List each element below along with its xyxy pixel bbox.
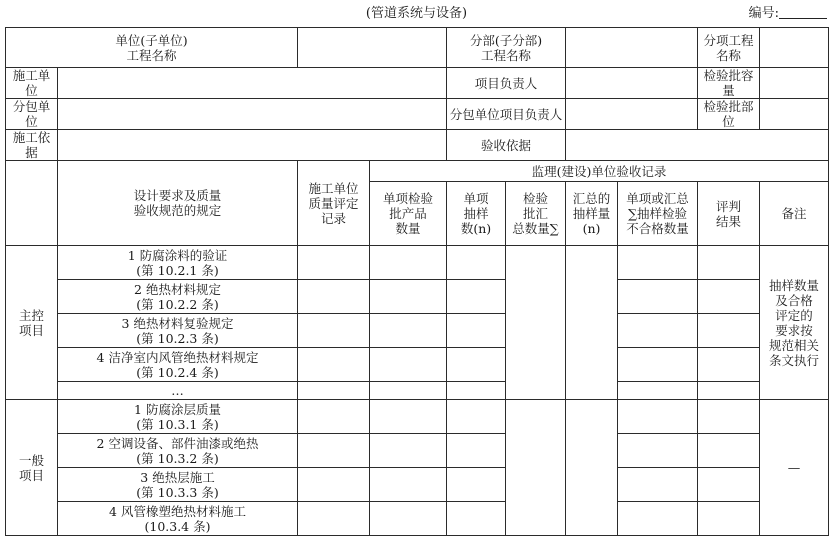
main-item-4-record[interactable] <box>298 348 370 382</box>
construction-unit-label: 施工单位 <box>6 68 58 99</box>
main-item-5-batch-qty[interactable] <box>370 382 447 400</box>
main-item-2-record[interactable] <box>298 280 370 314</box>
general-total-sample-cell[interactable] <box>566 400 618 536</box>
division-project-name-value[interactable] <box>566 28 698 68</box>
form-caption: (管道系统与设备) <box>365 6 468 21</box>
main-item-5-unqualified[interactable] <box>618 382 698 400</box>
general-item-4-judgement[interactable] <box>698 502 760 536</box>
batch-quantity-header: 单项检验 批产品 数量 <box>370 182 447 246</box>
general-row <box>6 434 829 468</box>
main-item-2-batch-qty[interactable] <box>370 280 447 314</box>
main-item-3-sample[interactable] <box>447 314 506 348</box>
subitem-project-name-label: 分项工程 名称 <box>698 28 760 68</box>
general-item-3-judgement[interactable] <box>698 468 760 502</box>
general-item-3-batch-qty[interactable] <box>370 468 447 502</box>
general-item-1-judgement[interactable] <box>698 400 760 434</box>
construction-basis-value[interactable] <box>58 130 447 161</box>
spec-header: 设计要求及质量 验收规范的规定 <box>58 161 298 246</box>
unit-project-name-value[interactable] <box>298 28 447 68</box>
main-item-5-sample[interactable] <box>447 382 506 400</box>
main-item-3-judgement[interactable] <box>698 314 760 348</box>
construction-basis-label: 施工依据 <box>6 130 58 161</box>
general-item-4-batch-qty[interactable] <box>370 502 447 536</box>
general-item-3-unqualified[interactable] <box>618 468 698 502</box>
general-item-1: 1 防腐涂层质量 (第 10.3.1 条) <box>58 400 298 434</box>
general-item-2-judgement[interactable] <box>698 434 760 468</box>
general-item-3: 3 绝热层施工 (第 10.3.3 条) <box>58 468 298 502</box>
sub-project-manager-label: 分包单位项目负责人 <box>447 99 566 130</box>
general-item-4-unqualified[interactable] <box>618 502 698 536</box>
column-header-row-1 <box>6 161 829 182</box>
subitem-project-name-value[interactable] <box>760 28 829 68</box>
sub-project-manager-value[interactable] <box>566 99 698 130</box>
main-item-4-batch-qty[interactable] <box>370 348 447 382</box>
main-batch-total-cell[interactable] <box>506 246 566 400</box>
judgement-header: 评判 结果 <box>698 182 760 246</box>
general-item-2-unqualified[interactable] <box>618 434 698 468</box>
batch-capacity-value[interactable] <box>760 68 829 99</box>
general-item-1-unqualified[interactable] <box>618 400 698 434</box>
general-remark: — <box>760 400 829 536</box>
general-item-1-sample[interactable] <box>447 400 506 434</box>
construction-record-header: 施工单位 质量评定 记录 <box>298 161 370 246</box>
general-item-2: 2 空调设备、部件油漆或绝热 (第 10.3.2 条) <box>58 434 298 468</box>
main-item-3: 3 绝热材料复验规定 (第 10.2.3 条) <box>58 314 298 348</box>
info-row-project <box>6 28 829 68</box>
batch-location-value[interactable] <box>760 99 829 130</box>
batch-capacity-label: 检验批容量 <box>698 68 760 99</box>
main-control-row <box>6 348 829 382</box>
main-total-sample-cell[interactable] <box>566 246 618 400</box>
main-item-3-unqualified[interactable] <box>618 314 698 348</box>
general-row <box>6 400 829 434</box>
general-label: 一般 项目 <box>6 400 58 536</box>
project-manager-value[interactable] <box>566 68 698 99</box>
general-item-2-batch-qty[interactable] <box>370 434 447 468</box>
unit-project-name-label: 单位(子单位) 工程名称 <box>6 28 298 68</box>
serial-label: 编号: <box>748 6 779 21</box>
main-item-4: 4 洁净室内风管绝热材料规定 (第 10.2.4 条) <box>58 348 298 382</box>
main-item-2-unqualified[interactable] <box>618 280 698 314</box>
batch-location-label: 检验批部位 <box>698 99 760 130</box>
batch-total-header: 检验 批汇 总数量∑ <box>506 182 566 246</box>
general-item-2-sample[interactable] <box>447 434 506 468</box>
supervision-group-header: 监理(建设)单位验收记录 <box>370 161 829 182</box>
inspection-form <box>5 27 829 536</box>
main-item-2-judgement[interactable] <box>698 280 760 314</box>
general-item-3-sample[interactable] <box>447 468 506 502</box>
main-item-1-batch-qty[interactable] <box>370 246 447 280</box>
main-item-4-unqualified[interactable] <box>618 348 698 382</box>
main-item-5-record[interactable] <box>298 382 370 400</box>
division-project-name-label: 分部(子分部) 工程名称 <box>447 28 566 68</box>
general-item-4-record[interactable] <box>298 502 370 536</box>
general-row <box>6 468 829 502</box>
main-item-1-sample[interactable] <box>447 246 506 280</box>
main-item-1-record[interactable] <box>298 246 370 280</box>
general-item-3-record[interactable] <box>298 468 370 502</box>
general-item-1-batch-qty[interactable] <box>370 400 447 434</box>
main-control-row-ellipsis <box>6 382 829 400</box>
main-control-remark: 抽样数量 及合格 评定的 要求按 规范相关 条文执行 <box>760 246 829 400</box>
unqualified-header: 单项或汇总 ∑抽样检验 不合格数量 <box>618 182 698 246</box>
serial-blank[interactable] <box>779 6 827 19</box>
main-item-1-judgement[interactable] <box>698 246 760 280</box>
single-sample-header: 单项 抽样 数(n) <box>447 182 506 246</box>
total-sample-header: 汇总的 抽样量 (n) <box>566 182 618 246</box>
main-item-5-judgement[interactable] <box>698 382 760 400</box>
general-item-4: 4 风管橡塑绝热材料施工 (10.3.4 条) <box>58 502 298 536</box>
acceptance-basis-value[interactable] <box>566 130 829 161</box>
main-item-4-judgement[interactable] <box>698 348 760 382</box>
subcontractor-label: 分包单位 <box>6 99 58 130</box>
general-batch-total-cell[interactable] <box>506 400 566 536</box>
main-control-row <box>6 280 829 314</box>
general-item-1-record[interactable] <box>298 400 370 434</box>
main-item-4-sample[interactable] <box>447 348 506 382</box>
main-control-row <box>6 314 829 348</box>
general-row <box>6 502 829 536</box>
main-item-1: 1 防腐涂料的验证 (第 10.2.1 条) <box>58 246 298 280</box>
info-row-construction <box>6 68 829 99</box>
project-manager-label: 项目负责人 <box>447 68 566 99</box>
acceptance-basis-label: 验收依据 <box>447 130 566 161</box>
main-item-3-batch-qty[interactable] <box>370 314 447 348</box>
main-item-2-sample[interactable] <box>447 280 506 314</box>
general-item-4-sample[interactable] <box>447 502 506 536</box>
subcontractor-value[interactable] <box>58 99 447 130</box>
serial-number <box>749 2 827 21</box>
main-item-ellipsis: … <box>58 382 298 400</box>
main-item-2: 2 绝热材料规定 (第 10.2.2 条) <box>58 280 298 314</box>
main-item-1-unqualified[interactable] <box>618 246 698 280</box>
main-item-3-record[interactable] <box>298 314 370 348</box>
general-item-2-record[interactable] <box>298 434 370 468</box>
remarks-header: 备注 <box>760 182 829 246</box>
info-row-basis <box>6 130 829 161</box>
construction-unit-value[interactable] <box>58 68 447 99</box>
main-control-row <box>6 246 829 280</box>
main-control-label: 主控 项目 <box>6 246 58 400</box>
info-row-subcontract <box>6 99 829 130</box>
blank-header-cell <box>6 161 58 246</box>
